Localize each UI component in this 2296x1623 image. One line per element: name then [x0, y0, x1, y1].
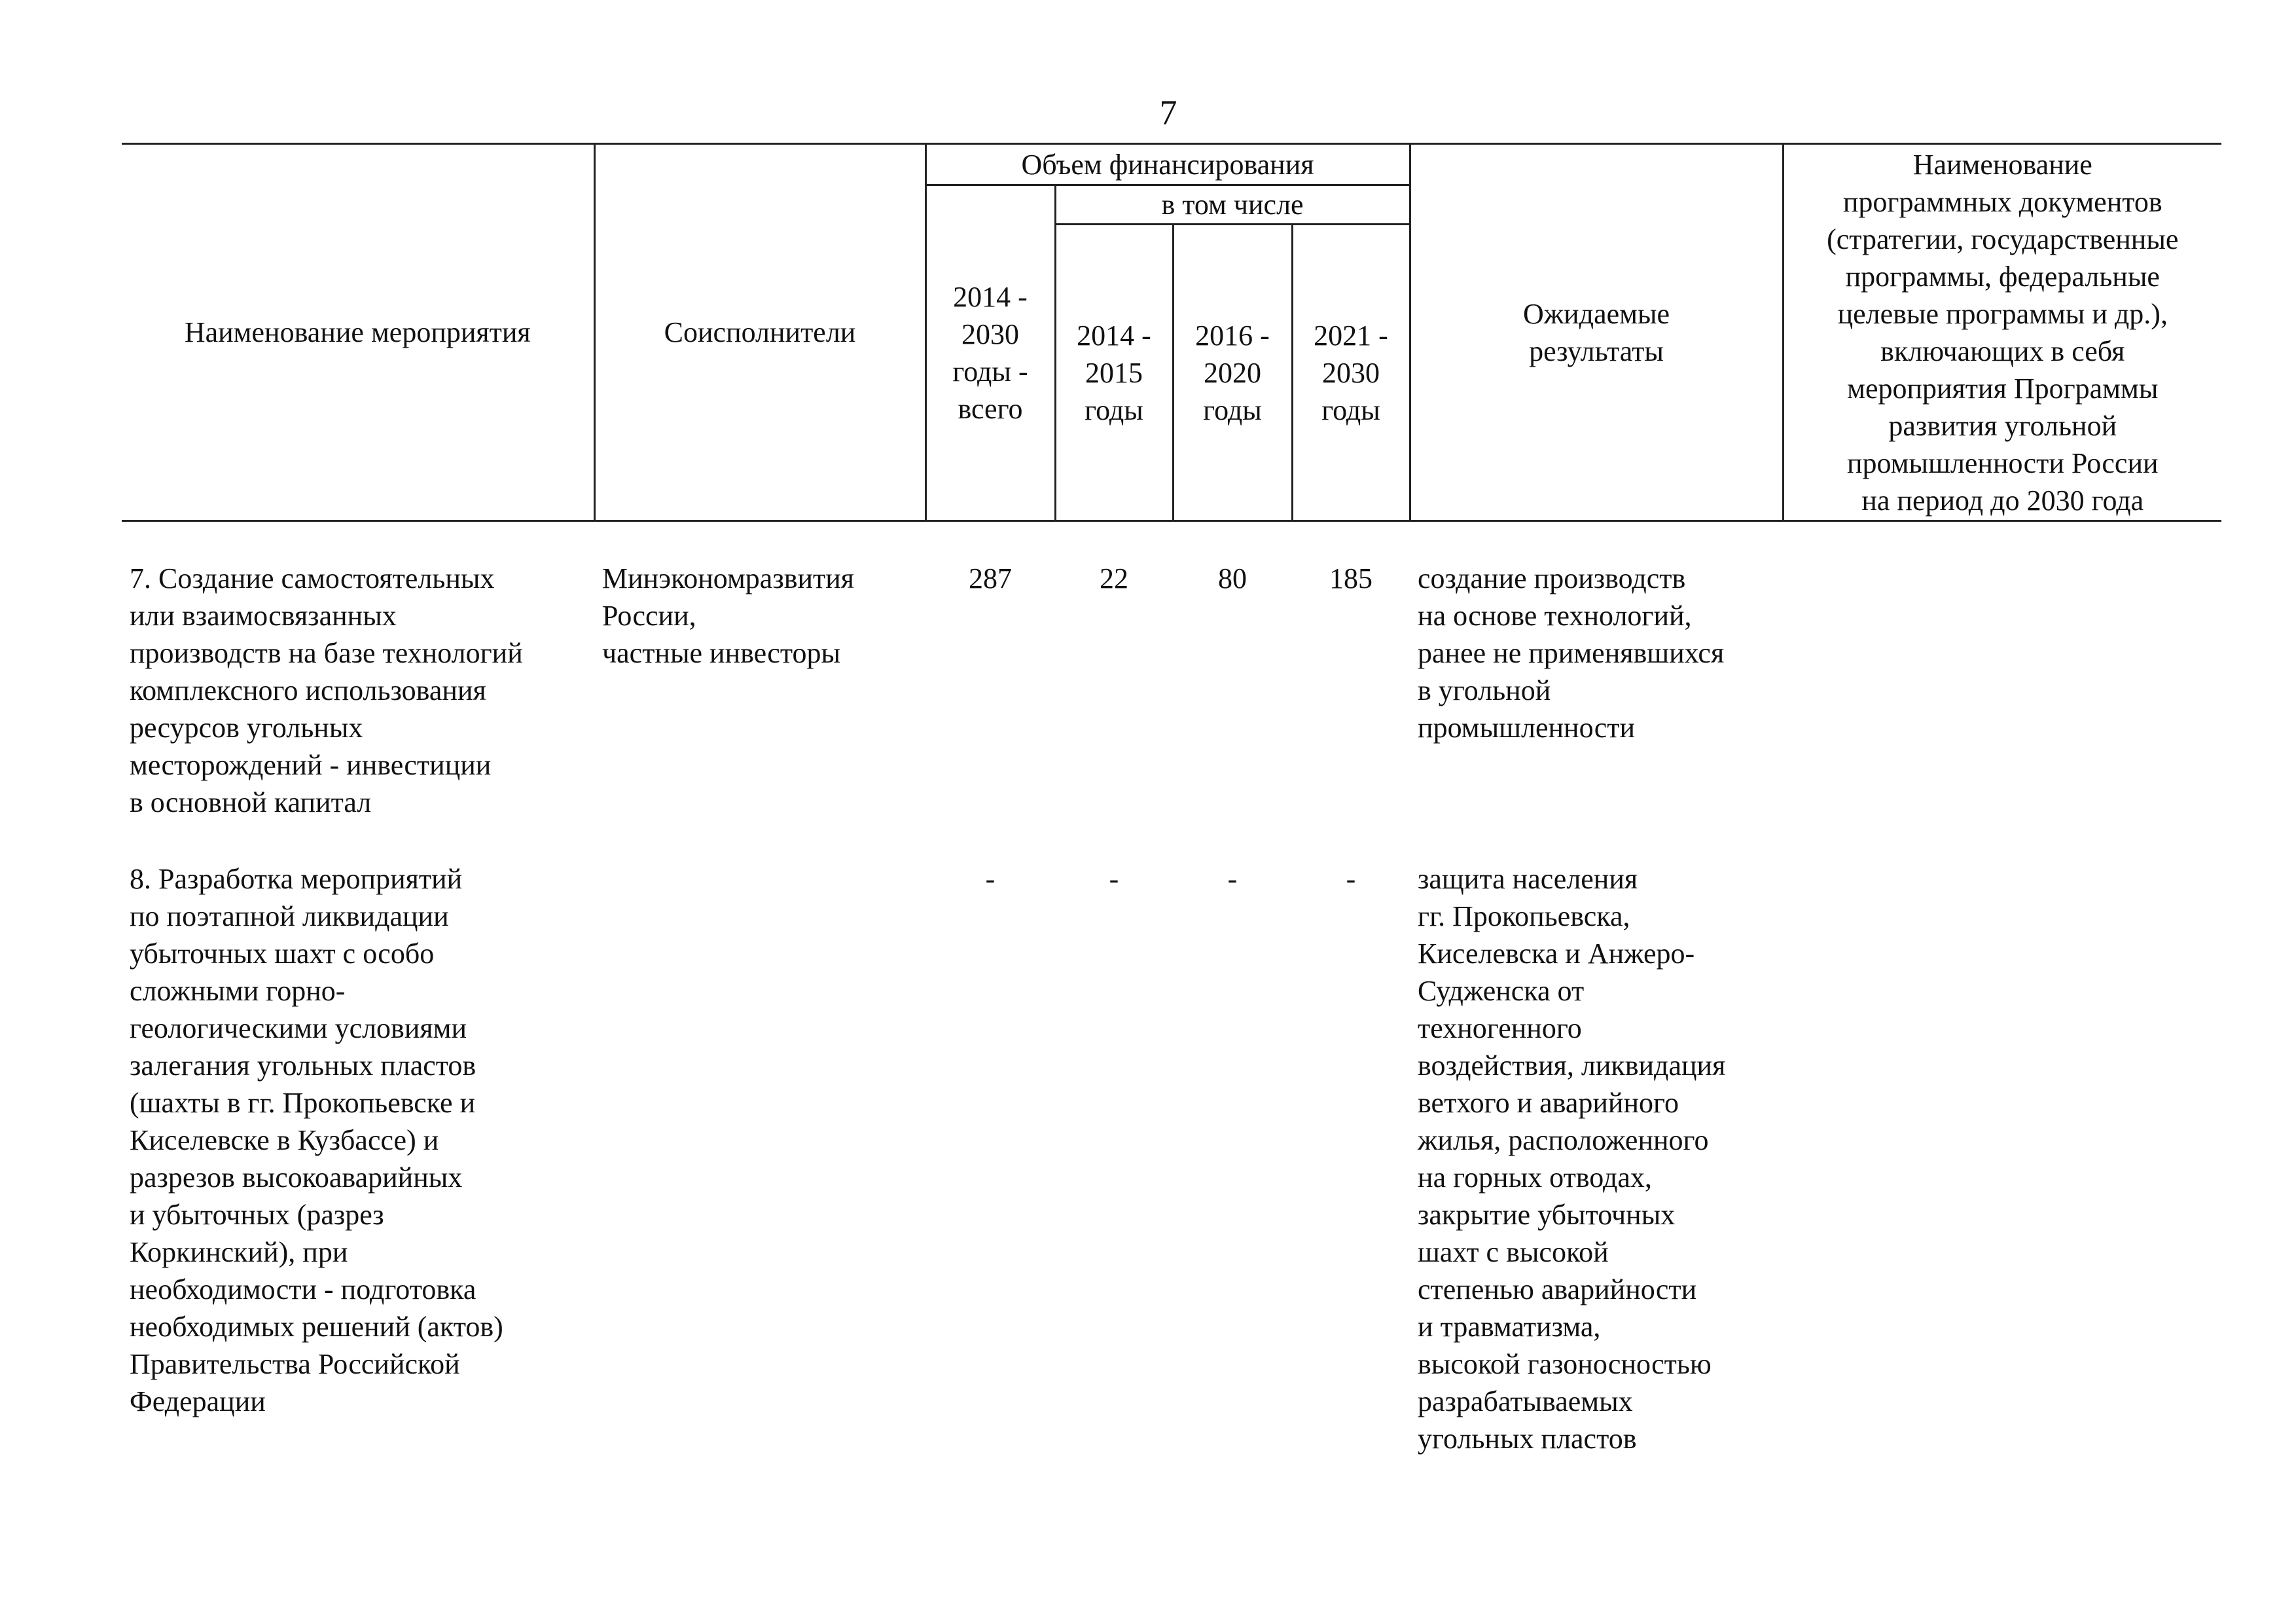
spacer-row — [122, 521, 2221, 560]
expected-results-cell: защита населения гг. Прокопьевска, Киселевска и Анжеро- Судженска от техногенного воздействия, ликвидация ветхого и аварийного жилья, расположенного на горных отводах, закрытие убыточных шахт с высокой степенью аварийности и травматизма, высокой газоносностью разрабатываемых угольных пластов — [1418, 863, 1726, 1455]
header-measure-name: Наименование мероприятия — [122, 144, 594, 521]
program-documents-cell — [1783, 560, 2221, 821]
table-row — [122, 860, 2221, 1457]
measure-name-cell: 8. Разработка мероприятий по поэтапной ликвидации убыточных шахт с особо сложными горно- геологическими условиями залегания угольных пластов (шахты в гг. Прокопьевске и Киселевске в Кузбассе) и разрезов высокоаварийных и убыточных (разрез Коркинский), при необходимости - подготовка необходимых решений (актов) Правительства Российской Федерации — [130, 863, 503, 1417]
coexecutors-cell: Минэкономразвития России, частные инвесторы — [602, 562, 855, 669]
period-2021-2030-cell: - — [1346, 863, 1356, 895]
header-expected-results: Ожидаемые результаты — [1410, 144, 1783, 521]
header-total-2014-2030: 2014 - 2030 годы - всего — [925, 185, 1055, 521]
total-cell: 287 — [969, 562, 1012, 594]
period-2014-2015-cell: 22 — [1100, 562, 1128, 594]
header-including: в том числе — [1055, 185, 1410, 225]
period-2016-2020-cell: - — [1227, 863, 1238, 895]
program-documents-cell — [1783, 860, 2221, 1457]
spacer-row — [122, 821, 2221, 860]
header-program-documents: Наименование программных документов (стратегии, государственные программы, федеральные целевые программы и др.), включающих в себя мероприятия Программы развития угольной промышленности России на период до 2030 года — [1783, 144, 2221, 521]
table-row — [122, 560, 2221, 821]
header-coexecutors: Соисполнители — [594, 144, 925, 521]
period-2016-2020-cell: 80 — [1218, 562, 1247, 594]
header-period-2021-2030: 2021 - 2030 годы — [1292, 225, 1410, 521]
coexecutors-cell — [594, 860, 925, 1457]
period-2021-2030-cell: 185 — [1329, 562, 1372, 594]
period-2014-2015-cell: - — [1109, 863, 1119, 895]
expected-results-cell: создание производств на основе технологий, ранее не применявшихся в угольной промышленности — [1418, 562, 1725, 744]
total-cell: - — [985, 863, 996, 895]
measures-table — [122, 143, 2221, 1457]
header-period-2014-2015: 2014 - 2015 годы — [1055, 225, 1173, 521]
table-header — [122, 144, 2221, 521]
measure-name-cell: 7. Создание самостоятельных или взаимосвязанных производств на базе технологий комплексного использования ресурсов угольных месторождений - инвестиции в основной капитал — [130, 562, 523, 818]
page-number: 7 — [1159, 93, 1177, 132]
header-financing-volume: Объем финансирования — [925, 144, 1410, 185]
header-period-2016-2020: 2016 - 2020 годы — [1173, 225, 1292, 521]
